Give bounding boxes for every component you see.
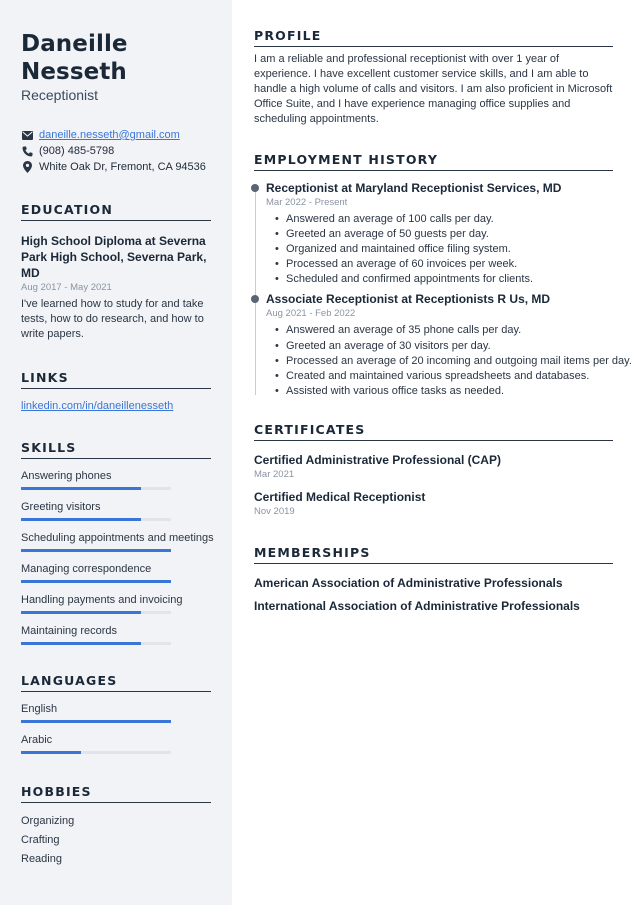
skill-label: Greeting visitors [21, 501, 101, 513]
certificate-title: Certified Administrative Professional (CAP) [254, 452, 501, 467]
hobbies-list [21, 812, 211, 869]
timeline-dot [251, 295, 259, 303]
hobby-item: Reading [21, 853, 62, 865]
skill-item [21, 500, 211, 521]
languages-list [21, 702, 211, 754]
job-bullet: • Organized and maintained office filing system. [266, 242, 613, 257]
job-date: Aug 2021 - Feb 2022 [266, 308, 356, 320]
hobby-item: Crafting [21, 834, 60, 846]
job-entry [266, 292, 632, 398]
skill-label: Managing correspondence [21, 563, 152, 575]
membership-item: American Association of Administrative Professionals [254, 575, 563, 590]
level-fill [21, 642, 141, 645]
job-bullet: • Answered an average of 100 calls per day. [266, 212, 613, 227]
main-content [232, 0, 640, 905]
skill-level-bar [21, 611, 171, 614]
job-bullet: • Processed an average of 20 incoming and outgoing mail items per day. [266, 354, 613, 369]
level-fill [21, 751, 81, 754]
employment-heading: EMPLOYMENT HISTORY [254, 152, 613, 171]
employment-section [254, 152, 632, 399]
language-item [21, 733, 211, 754]
employment-timeline [254, 181, 632, 399]
skill-level-bar [21, 642, 171, 645]
certificate-item [254, 453, 613, 482]
links-heading: LINKS [21, 370, 211, 389]
skill-level-bar [21, 549, 171, 552]
memberships-heading: MEMBERSHIPS [254, 545, 613, 564]
skill-item [21, 531, 214, 552]
level-fill [21, 580, 171, 583]
phone-icon [21, 145, 33, 157]
skills-section [21, 440, 214, 645]
education-section [21, 202, 211, 342]
languages-heading: LANGUAGES [21, 673, 211, 692]
certificate-date: Mar 2021 [254, 468, 295, 480]
job-bullets [266, 323, 632, 398]
job-title: Associate Receptionist at Receptionists R Us, MD [266, 292, 551, 307]
language-item [21, 702, 211, 723]
candidate-role: Receptionist [21, 87, 99, 103]
contact-phone-row [21, 143, 211, 159]
contact-info [21, 127, 211, 175]
skill-label: Handling payments and invoicing [21, 594, 183, 606]
job-bullet: • Answered an average of 35 phone calls per day. [266, 323, 613, 338]
job-title: Receptionist at Maryland Receptionist Services, MD [266, 181, 562, 195]
membership-item: International Association of Administrative Professionals [254, 598, 580, 613]
skill-item [21, 593, 211, 614]
skill-item [21, 624, 211, 645]
job-bullet: • Greeted an average of 50 guests per day. [266, 227, 613, 242]
jobs-list [266, 181, 632, 399]
job-bullets [266, 212, 613, 287]
candidate-name: Daneille Nesseth [21, 31, 128, 85]
job-entry [266, 181, 613, 287]
profile-text: I am a reliable and professional receptionist with over 1 year of experience. I have excellent customer service skills, and I am able to handle a high volume of calls and visitors. I am also proficient in Microsoft Office Suite, and I have experience managing office supplies and scheduling appointments. [254, 53, 613, 125]
job-bullet: • Assisted with various office tasks as needed. [266, 384, 613, 399]
languages-section [21, 673, 211, 754]
level-fill [21, 487, 141, 490]
profile-section [254, 28, 613, 127]
contact-address-row [21, 159, 211, 175]
certificate-title: Certified Medical Receptionist [254, 489, 426, 504]
skills-heading: SKILLS [21, 440, 211, 459]
skill-level-bar [21, 580, 171, 583]
language-label: Arabic [21, 734, 53, 746]
certificate-date: Nov 2019 [254, 505, 295, 517]
job-bullet: • Created and maintained various spreadsheets and databases. [266, 369, 613, 384]
job-bullet: • Scheduled and confirmed appointments for clients. [266, 272, 613, 287]
phone-text: (908) 485-5798 [39, 145, 115, 157]
skill-level-bar [21, 487, 171, 490]
skills-list [21, 469, 214, 645]
education-description: I've learned how to study for and take tests, how to do research, and how to write papers. [21, 298, 204, 340]
skill-level-bar [21, 518, 171, 521]
skill-item [21, 562, 211, 583]
timeline-dot [251, 184, 259, 192]
level-fill [21, 518, 141, 521]
certificate-item [254, 490, 613, 519]
certificates-section [254, 422, 613, 519]
skill-label: Scheduling appointments and meetings [21, 532, 214, 544]
language-label: English [21, 703, 58, 715]
envelope-icon [21, 129, 33, 141]
hobby-item: Organizing [21, 815, 75, 827]
address-text: White Oak Dr, Fremont, CA 94536 [39, 161, 206, 173]
job-date: Mar 2022 - Present [266, 197, 348, 208]
email-link[interactable]: daneille.nesseth@gmail.com [39, 129, 180, 141]
level-fill [21, 720, 171, 723]
education-heading: EDUCATION [21, 202, 211, 221]
level-fill [21, 549, 171, 552]
skill-item [21, 469, 211, 490]
timeline-line [255, 187, 256, 395]
education-date: Aug 2017 - May 2021 [21, 282, 112, 293]
profile-heading: PROFILE [254, 28, 613, 47]
language-level-bar [21, 720, 171, 723]
hobbies-heading: HOBBIES [21, 784, 211, 803]
job-bullet: • Greeted an average of 30 visitors per day. [266, 339, 613, 354]
contact-email-row [21, 127, 211, 143]
skill-label: Answering phones [21, 470, 112, 482]
memberships-section [254, 545, 613, 614]
links-section [21, 370, 211, 412]
linkedin-link[interactable]: linkedin.com/in/daneillenesseth [21, 400, 174, 412]
job-bullet: • Processed an average of 60 invoices per week. [266, 257, 613, 272]
sidebar [0, 0, 232, 905]
education-title: High School Diploma at Severna Park High School, Severna Park, MD [21, 234, 207, 280]
certificates-heading: CERTIFICATES [254, 422, 613, 441]
skill-label: Maintaining records [21, 625, 117, 637]
hobbies-section [21, 784, 211, 869]
language-level-bar [21, 751, 171, 754]
location-pin-icon [21, 161, 33, 173]
level-fill [21, 611, 141, 614]
